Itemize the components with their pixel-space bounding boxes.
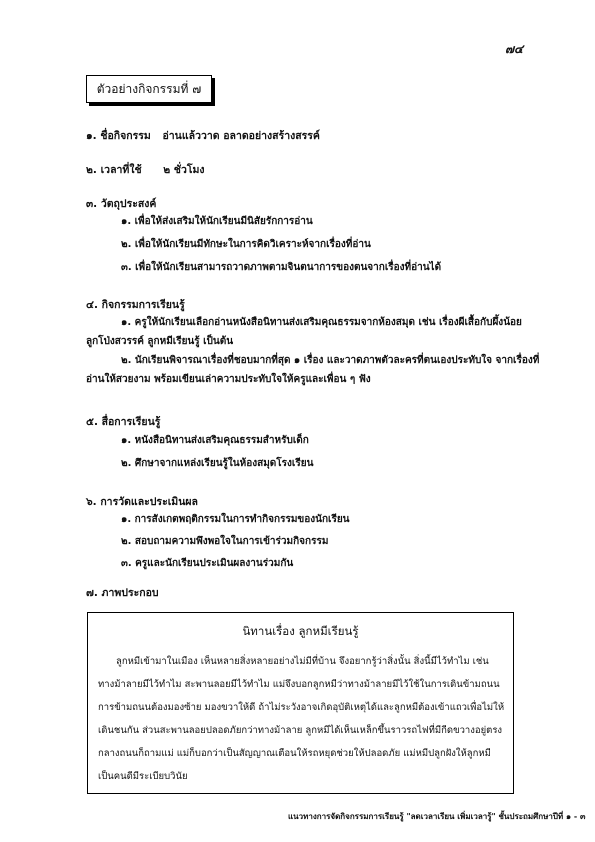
section-3-number: ๓. [86,198,98,210]
section-6-label: การวัดและประเมินผล [100,496,198,508]
page-number: ๗๔ [505,42,524,56]
section-2 [86,161,205,178]
section-5-label: สื่อการเรียนรู้ [101,416,161,428]
activity-title-box: ตัวอย่างกิจกรรมที่ ๗ [86,75,212,103]
section-4-label: กิจกรรมการเรียนรู้ [101,299,185,311]
section-7-heading [86,584,159,601]
objective-item: ๑. เพื่อให้ส่งเสริมให้นักเรียนมีนิสัยรักการอ่าน [121,216,313,227]
section-3-label: วัตถุประสงค์ [100,198,157,210]
story-line: ลูกหมีเข้ามาในเมือง เห็นหลายสิ่งหลายอย่างไม่มีที่บ้าน จึงอยากรู้ว่าสิ่งนั้น สิ่งนี้มีไว้ทำไม เช่น [116,656,489,667]
story-line: เดินชนกัน ส่วนสะพานลอยปลอดภัยกว่าทางม้าลาย ลูกหมีได้เห็นเหล็กขึ้นราวรถไฟที่มีกีดขวางอยู่ตรง [98,725,503,736]
story-box [87,612,514,794]
section-1-value: อ่านแล้ววาด อลาดอย่างสร้างสรรค์ [162,130,320,142]
evaluation-item: ๑. การสังเกตพฤติกรรมในการทำกิจกรรมของนักเรียน [121,514,350,525]
media-item: ๒. ศึกษาจากแหล่งเรียนรู้ในห้องสมุดโรงเรียน [121,458,314,469]
section-2-number: ๒. [86,164,97,176]
objective-item: ๒. เพื่อให้นักเรียนมีทักษะในการคิดวิเคราะห์จากเรื่องที่อ่าน [121,239,371,250]
section-6-heading [86,493,198,510]
section-2-value: ๒ ชั่วโมง [163,164,205,176]
learning-activity-line: ๑. ครูให้นักเรียนเลือกอ่านหนังสือนิทานส่งเสริมคุณธรรมจากห้องสมุด เช่น เรื่องผีเสื้อกับผึ้งน้อย [121,317,522,328]
learning-activity-line: ลูกโป่งสวรรค์ ลูกหมีเรียนรู้ เป็นต้น [86,336,234,347]
evaluation-item: ๒. สอบถามความพึงพอใจในการเข้าร่วมกิจกรรม [121,536,329,547]
section-1-number: ๑. [86,130,97,142]
story-line: การข้ามถนนต้องมองซ้าย มองขวาให้ดี ถ้าไม่ระวังอาจเกิดอุบัติเหตุได้และลูกหมีต้องเข้าแถวเพื่อไม่ให้ [98,702,505,713]
learning-activity-line: ๒. นักเรียนพิจารณาเรื่องที่ชอบมากที่สุด ๑ เรื่อง และวาดภาพตัวละครที่ตนเองประทับใจ จากเรื่องที่ [121,355,540,366]
page-footer: แนวทางการจัดกิจกรรมการเรียนรู้ "ลดเวลาเรียน เพิ่มเวลารู้" ชั้นประถมศึกษาปีที่ ๑ - ๓ [288,812,586,821]
section-4-heading [86,296,185,313]
evaluation-item: ๓. ครูและนักเรียนประเมินผลงานร่วมกัน [121,558,294,569]
section-1-label: ชื่อกิจกรรม [100,130,151,142]
story-line: เป็นคนดีมีระเบียบวินัย [98,771,188,782]
section-3-heading [86,195,156,212]
story-line: กลางถนนก็ถามแม่ แม่ก็บอกว่าเป็นสัญญาณเตือนให้รถหยุดช่วยให้ปลอดภัย แม่หมีปลูกฝังให้ลูกหมี [98,748,491,759]
section-6-number: ๖. [86,496,97,508]
section-7-label: ภาพประกอบ [101,587,159,599]
media-item: ๑. หนังสือนิทานส่งเสริมคุณธรรมสำหรับเด็ก [121,435,309,446]
section-2-label: เวลาที่ใช้ [100,164,142,176]
story-title: นิทานเรื่อง ลูกหมีเรียนรู้ [242,624,359,638]
section-1 [86,127,320,144]
section-5-number: ๕. [86,416,98,428]
learning-activity-line: อ่านให้สวยงาม พร้อมเขียนเล่าความประทับใจให้ครูและเพื่อน ๆ ฟัง [86,374,371,385]
section-5-heading [86,413,160,430]
story-line: ทางม้าลายมีไว้ทำไม สะพานลอยมีไว้ทำไม แม่จึงบอกลูกหมีว่าทางม้าลายมีไว้ใช้ในการเดินข้ามถนน [98,679,500,690]
section-4-number: ๔. [86,299,98,311]
section-7-number: ๗. [86,587,98,599]
objective-item: ๓. เพื่อให้นักเรียนสามารถวาดภาพตามจินตนาการของตนจากเรื่องที่อ่านได้ [121,262,442,273]
